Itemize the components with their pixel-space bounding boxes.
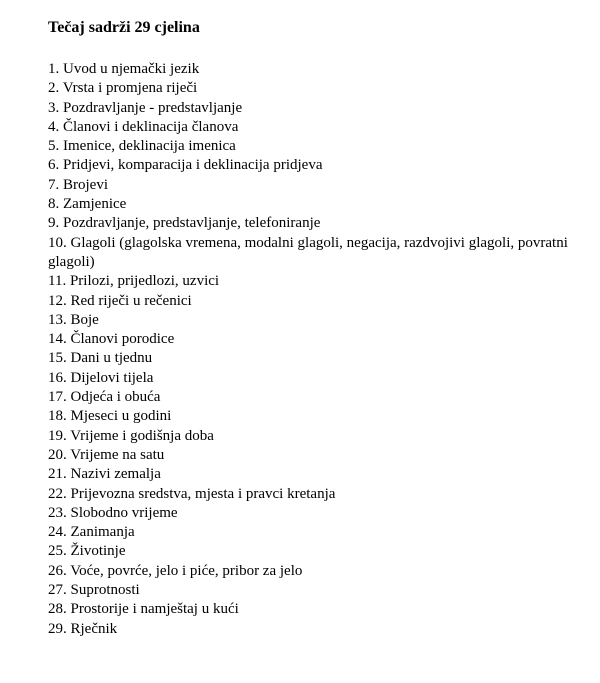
list-item-number: 28.: [48, 601, 67, 618]
list-item-text: Prostorije i namještaj u kući: [70, 601, 239, 618]
list-item-text: Dijelovi tijela: [70, 369, 154, 386]
list-item: [48, 446, 588, 465]
list-item-number: 15.: [48, 350, 67, 367]
list-item-number: 6.: [48, 157, 60, 174]
list-item-number: 27.: [48, 582, 67, 599]
list-item: [48, 234, 588, 273]
list-item-number: 13.: [48, 311, 67, 328]
list-item: [48, 465, 588, 484]
list-item: [48, 195, 588, 214]
list-item-text: Odjeća i obuća: [70, 389, 161, 406]
list-item-number: 17.: [48, 389, 67, 406]
list-item-number: 16.: [48, 369, 67, 386]
list-item-text: Prilozi, prijedlozi, uzvici: [69, 273, 220, 290]
list-item: [48, 369, 588, 388]
list-item: [48, 485, 588, 504]
list-item-text: Slobodno vrijeme: [70, 504, 178, 521]
list-item-number: 5.: [48, 138, 60, 155]
list-item: [48, 272, 588, 291]
list-item-text: Vrijeme i godišnja doba: [70, 427, 214, 444]
list-item-number: 4.: [48, 118, 60, 135]
document-page: [48, 18, 588, 639]
list-item-number: 20.: [48, 446, 67, 463]
list-item-text: Zanimanja: [70, 524, 135, 541]
list-item-number: 25.: [48, 543, 67, 560]
list-item-number: 10.: [48, 234, 67, 251]
list-item-number: 29.: [48, 620, 67, 637]
list-item-number: 8.: [48, 196, 60, 213]
list-item-number: 7.: [48, 176, 60, 193]
list-item-text: Glagoli (glagolska vremena, modalni glagoli, negacija, razdvojivi glagoli, povratni glagoli): [48, 234, 568, 270]
list-item: [48, 137, 588, 156]
list-item-number: 23.: [48, 504, 67, 521]
list-item-text: Dani u tjednu: [70, 350, 153, 367]
list-item: [48, 427, 588, 446]
list-item: [48, 581, 588, 600]
list-item-text: Članovi i deklinacija članova: [63, 118, 239, 135]
list-item-text: Pridjevi, komparacija i deklinacija pridjeva: [63, 157, 323, 174]
list-item-number: 22.: [48, 485, 67, 502]
list-item-text: Životinje: [70, 543, 126, 560]
list-item-text: Red riječi u rečenici: [70, 292, 192, 309]
list-item-text: Suprotnosti: [70, 582, 140, 599]
list-item-number: 19.: [48, 427, 67, 444]
list-item-number: 26.: [48, 562, 67, 579]
list-item-number: 12.: [48, 292, 67, 309]
list-item-number: 24.: [48, 524, 67, 541]
list-item: [48, 118, 588, 137]
list-item-number: 18.: [48, 408, 67, 425]
list-item-text: Rječnik: [70, 620, 118, 637]
list-item: [48, 214, 588, 233]
list-item-text: Pozdravljanje, predstavljanje, telefoniranje: [63, 215, 321, 232]
list-item-number: 3.: [48, 99, 60, 116]
list-item-text: Mjeseci u godini: [70, 408, 172, 425]
list-item: [48, 504, 588, 523]
list-item: [48, 523, 588, 542]
list-item-text: Boje: [70, 311, 99, 328]
list-item-number: 2.: [48, 80, 60, 97]
list-item: [48, 388, 588, 407]
list-item-text: Pozdravljanje - predstavljanje: [63, 99, 243, 116]
document-title: Tečaj sadrži 29 cjelina: [48, 19, 200, 36]
list-item-text: Nazivi zemalja: [70, 466, 161, 483]
list-item-number: 9.: [48, 215, 60, 232]
list-item: [48, 562, 588, 581]
list-item-text: Uvod u njemački jezik: [63, 61, 200, 77]
list-item: [48, 407, 588, 426]
list-item: [48, 620, 588, 639]
list-item: [48, 349, 588, 368]
list-item: [48, 60, 588, 79]
list-item-number: 14.: [48, 331, 67, 348]
list-item-text: Brojevi: [63, 176, 108, 193]
list-item-text: Imenice, deklinacija imenica: [63, 138, 236, 155]
list-item: [48, 311, 588, 330]
list-item-number: 1.: [48, 61, 60, 77]
list-item: [48, 330, 588, 349]
list-item: [48, 156, 588, 175]
list-item-number: 11.: [48, 273, 67, 290]
list-item-text: Vrijeme na satu: [70, 446, 165, 463]
list-item-number: 21.: [48, 466, 67, 483]
list-item: [48, 79, 588, 98]
course-units-list: [48, 60, 588, 639]
list-item: [48, 99, 588, 118]
list-item-text: Vrsta i promjena riječi: [62, 80, 198, 97]
list-item: [48, 542, 588, 561]
list-item-text: Voće, povrće, jelo i piće, pribor za jelo: [70, 562, 303, 579]
list-item-text: Prijevozna sredstva, mjesta i pravci kretanja: [70, 485, 336, 502]
list-item: [48, 600, 588, 619]
list-item-text: Članovi porodice: [70, 331, 175, 348]
list-item: [48, 176, 588, 195]
list-item-text: Zamjenice: [63, 196, 127, 213]
list-item: [48, 292, 588, 311]
